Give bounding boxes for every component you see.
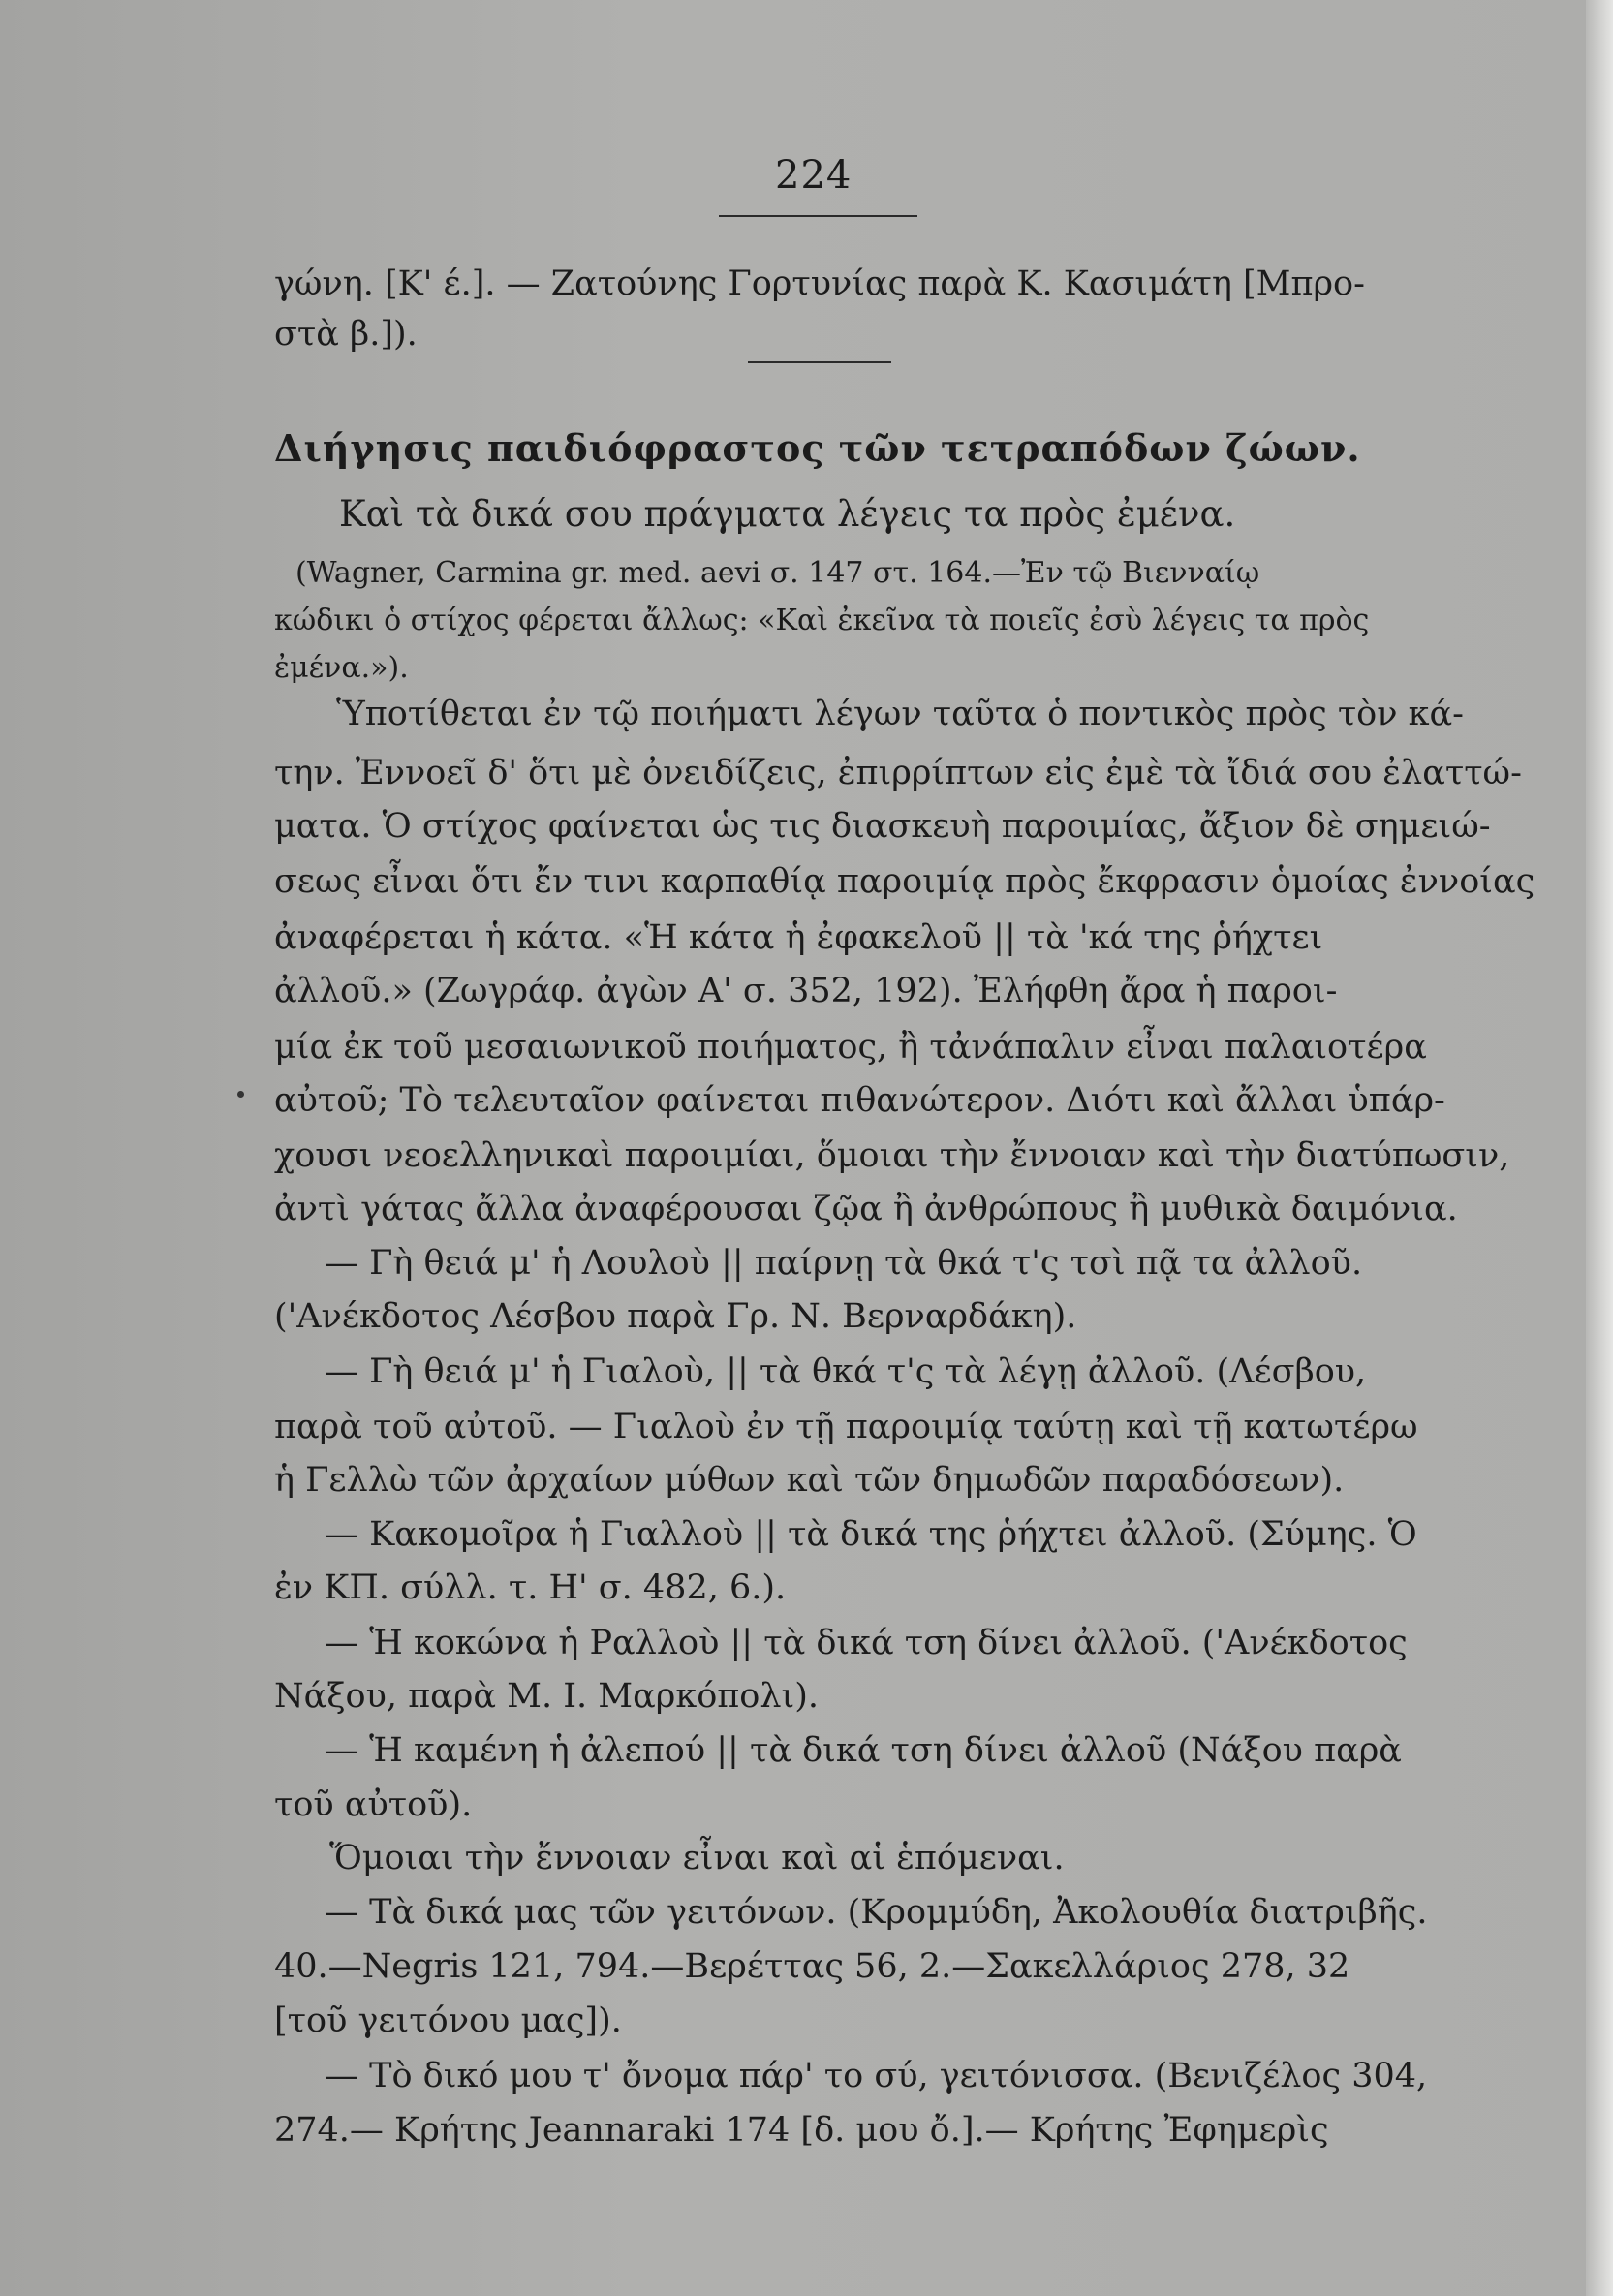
text-line: ἐμένα.»). [274, 651, 409, 685]
text-line: ἀντὶ γάτας ἄλλα ἀναφέρουσαι ζῷα ἢ ἀνθρώπους ἢ μυθικὰ δαιμόνια. [274, 1190, 1458, 1228]
section-heading: Διήγησις παιδιόφραστος τῶν τετραπόδων ζώων. [274, 426, 1361, 470]
text-line: ἀλλοῦ.» (Ζωγράφ. ἀγὼν Α' σ. 352, 192). Ἐλήφθη ἄρα ἡ παροι- [274, 972, 1338, 1010]
text-line: τοῦ αὐτοῦ). [274, 1785, 473, 1824]
text-line: παρὰ τοῦ αὐτοῦ. — Γιαλοὺ ἐν τῇ παροιμίᾳ ταύτῃ καὶ τῇ κατωτέρω [274, 1408, 1418, 1446]
text-line: κώδικι ὁ στίχος φέρεται ἄλλως: «Καὶ ἐκεῖνα τὰ ποιεῖς ἐσὺ λέγεις τα πρὸς [274, 604, 1370, 637]
text-line: — Ἡ κοκώνα ἡ Ραλλοὺ || τὰ δικά τση δίνει ἀλλοῦ. ('Ανέκδοτος [325, 1624, 1408, 1662]
text-line: 274.— Κρήτης Jeannaraki 174 [δ. μου ὄ.].— Κρήτης Ἐφημερὶς [274, 2111, 1329, 2150]
text-line: γώνη. [Κ' έ.]. — Ζατούνης Γορτυνίας παρὰ Κ. Κασιμάτη [Μπρο- [274, 264, 1365, 303]
verse-line: Καὶ τὰ δικά σου πράγματα λέγεις τα πρὸς ἐμένα. [339, 493, 1236, 535]
text-line: ἡ Γελλὼ τῶν ἀρχαίων μύθων καὶ τῶν δημωδῶν παραδόσεων). [274, 1461, 1345, 1500]
text-line: — Γὴ θειά μ' ἡ Λουλοὺ || παίρνῃ τὰ θκά τ'ς τσὶ πᾷ τα ἀλλοῦ. [325, 1244, 1363, 1283]
text-line: Νάξου, παρὰ Μ. Ι. Μαρκόπολι). [274, 1677, 820, 1716]
text-line: — Τὰ δικά μας τῶν γειτόνων. (Κρομμύδη, Ἀκολουθία διατριβῆς. [325, 1893, 1428, 1932]
text-line: σεως εἶναι ὅτι ἔν τινι καρπαθίᾳ παροιμίᾳ πρὸς ἔκφρασιν ὁμοίας ἐννοίας [274, 862, 1535, 901]
text-line: Ὅμοιαι τὴν ἔννοιαν εἶναι καὶ αἱ ἑπόμεναι. [329, 1839, 1065, 1877]
page-edge [1586, 0, 1613, 2296]
text-line: χουσι νεοελληνικαὶ παροιμίαι, ὅμοιαι τὴν ἔννοιαν καὶ τὴν διατύπωσιν, [274, 1136, 1510, 1175]
text-line: — Τὸ δικό μου τ' ὄνομα πάρ' το σύ, γειτόνισσα. (Βενιζέλος 304, [325, 2057, 1428, 2095]
text-line: — Γὴ θειά μ' ἡ Γιαλοὺ, || τὰ θκά τ'ς τὰ λέγῃ ἀλλοῦ. (Λέσβου, [325, 1352, 1367, 1391]
text-line: 40.—Negris 121, 794.—Βερέττας 56, 2.—Σακελλάριος 278, 32 [274, 1947, 1350, 1986]
text-line: ἐν ΚΠ. σύλλ. τ. Η' σ. 482, 6.). [274, 1568, 787, 1607]
text-line: — Κακομοῖρα ἡ Γιαλλοὺ || τὰ δικά της ῥήχτει ἀλλοῦ. (Σύμης. Ὁ [325, 1515, 1417, 1554]
text-line: (Wagner, Carmina gr. med. aevi σ. 147 στ. 164.—Ἐν τῷ Βιενναίῳ [295, 556, 1260, 590]
text-line: ('Ανέκδοτος Λέσβου παρὰ Γρ. Ν. Βερναρδάκη). [274, 1297, 1077, 1336]
text-line: Ὑποτίθεται ἐν τῷ ποιήματι λέγων ταῦτα ὁ ποντικὸς πρὸς τὸν κά- [336, 695, 1464, 733]
page-number: 224 [775, 153, 853, 198]
section-separator [748, 361, 891, 363]
text-line: την. Ἐννοεῖ δ' ὅτι μὲ ὀνειδίζεις, ἐπιρρίπτων εἰς ἐμὲ τὰ ἴδιά σου ἐλαττώ- [274, 754, 1522, 792]
text-line: ἀναφέρεται ἡ κάτα. «Ἡ κάτα ἡ ἐφακελοῦ || τὰ 'κά της ῥήχτει [274, 918, 1323, 957]
text-line: μία ἐκ τοῦ μεσαιωνικοῦ ποιήματος, ἢ τἀνάπαλιν εἶναι παλαιοτέρα [274, 1028, 1427, 1067]
text-line: αὐτοῦ; Τὸ τελευταῖον φαίνεται πιθανώτερον. Διότι καὶ ἄλλαι ὑπάρ- [274, 1081, 1445, 1120]
text-line: — Ἡ καμένη ἡ ἀλεπού || τὰ δικά τση δίνει ἀλλοῦ (Νάξου παρὰ [325, 1731, 1402, 1770]
text-line: [τοῦ γειτόνου μας]). [274, 2001, 622, 2040]
page-number-rule [719, 215, 917, 217]
text-line: ματα. Ὁ στίχος φαίνεται ὡς τις διασκευὴ παροιμίας, ἄξιον δὲ σημειώ- [274, 807, 1491, 846]
text-line: στὰ β.]). [274, 315, 418, 354]
ink-speck [237, 1091, 244, 1098]
